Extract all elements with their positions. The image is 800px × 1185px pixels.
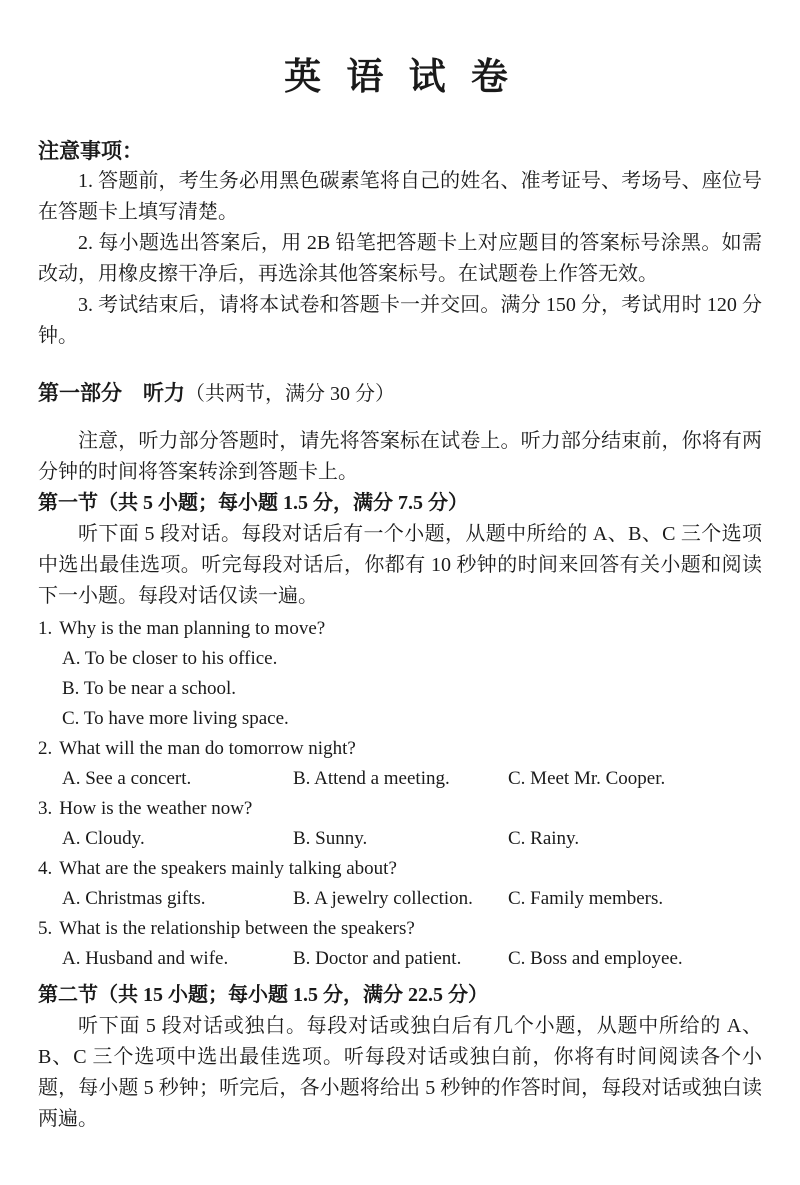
part1-heading-title: 第一部分 听力 bbox=[38, 382, 185, 405]
option-a: A. To be closer to his office. bbox=[62, 648, 278, 670]
option-c: C. Meet Mr. Cooper. bbox=[508, 768, 666, 790]
question-2 bbox=[38, 734, 762, 794]
notice-item-3: 3. 考试结束后，请将本试卷和答题卡一并交回。满分 150 分，考试用时 120 分钟。 bbox=[38, 294, 762, 347]
question-stem: What is the relationship between the speakers? bbox=[59, 918, 415, 940]
section2-instructions: 听下面 5 段对话或独白。每段对话或独白后有几个小题，从题中所给的 A、B、C 三个选项中选出最佳选项。听每段对话或独白前，你将有时间阅读各个小题，每小题 5 秒钟；听完后，各小题将给出 5 秒钟的作答时间，每段对话或独白读两遍。 bbox=[38, 1015, 762, 1131]
question-4 bbox=[38, 854, 762, 914]
option-a: A. See a concert. bbox=[62, 768, 192, 790]
notice-item-2: 2. 每小题选出答案后，用 2B 铅笔把答题卡上对应题目的答案标号涂黑。如需改动，用橡皮擦干净后，再选涂其他答案标号。在试题卷上作答无效。 bbox=[38, 232, 762, 285]
question-2-options bbox=[62, 764, 762, 794]
option-b: B. Doctor and patient. bbox=[293, 948, 462, 970]
option-b: B. Attend a meeting. bbox=[293, 768, 450, 790]
section1-instructions: 听下面 5 段对话。每段对话后有一个小题，从题中所给的 A、B、C 三个选项中选出最佳选项。听完每段对话后，你都有 10 秒钟的时间来回答有关小题和阅读下一小题。每段对话仅读一遍。 bbox=[38, 523, 762, 608]
part1-note: 注意，听力部分答题时，请先将答案标在试卷上。听力部分结束前，你将有两分钟的时间将答案转涂到答题卡上。 bbox=[38, 430, 762, 484]
question-3 bbox=[38, 794, 762, 854]
question-number: 4. bbox=[38, 858, 53, 880]
question-number: 2. bbox=[38, 738, 53, 760]
question-5-text bbox=[38, 914, 762, 944]
question-3-text bbox=[38, 794, 762, 824]
option-b: B. To be near a school. bbox=[62, 678, 237, 700]
page-title: 英 语 试 卷 bbox=[284, 57, 516, 98]
question-stem: What are the speakers mainly talking about? bbox=[59, 858, 397, 880]
question-3-options bbox=[62, 824, 762, 854]
question-stem: What will the man do tomorrow night? bbox=[59, 738, 356, 760]
option-c: C. To have more living space. bbox=[62, 708, 289, 730]
question-1 bbox=[38, 614, 762, 734]
option-a: A. Husband and wife. bbox=[62, 948, 229, 970]
option-c: C. Rainy. bbox=[508, 828, 580, 850]
part1-heading bbox=[38, 378, 762, 409]
question-1-options bbox=[38, 644, 762, 734]
section1-questions bbox=[38, 614, 762, 974]
notice-item-1: 1. 答题前，考生务必用黑色碳素笔将自己的姓名、准考证号、考场号、座位号在答题卡上填写清楚。 bbox=[38, 170, 762, 223]
question-number: 3. bbox=[38, 798, 53, 820]
part1-listening-section bbox=[38, 378, 762, 1135]
option-b: B. A jewelry collection. bbox=[293, 888, 473, 910]
option-c: C. Boss and employee. bbox=[508, 948, 683, 970]
question-4-options bbox=[62, 884, 762, 914]
section2-heading: 第二节（共 15 小题；每小题 1.5 分，满分 22.5 分） bbox=[38, 984, 488, 1007]
section1-heading: 第一节（共 5 小题；每小题 1.5 分，满分 7.5 分） bbox=[38, 492, 468, 515]
option-c: C. Family members. bbox=[508, 888, 664, 910]
option-a: A. Christmas gifts. bbox=[62, 888, 206, 910]
question-stem: Why is the man planning to move? bbox=[59, 618, 326, 640]
notice-heading: 注意事项： bbox=[38, 140, 143, 163]
question-4-text bbox=[38, 854, 762, 884]
notice-section bbox=[38, 138, 762, 352]
question-stem: How is the weather now? bbox=[59, 798, 253, 820]
option-a: A. Cloudy. bbox=[62, 828, 145, 850]
exam-page bbox=[0, 54, 800, 1185]
question-5 bbox=[38, 914, 762, 974]
question-5-options bbox=[62, 944, 762, 974]
option-b: B. Sunny. bbox=[293, 828, 368, 850]
part1-heading-score: （共两节，满分 30 分） bbox=[185, 383, 395, 405]
question-1-text bbox=[38, 614, 762, 644]
question-2-text bbox=[38, 734, 762, 764]
question-number: 1. bbox=[38, 618, 53, 640]
question-number: 5. bbox=[38, 918, 53, 940]
